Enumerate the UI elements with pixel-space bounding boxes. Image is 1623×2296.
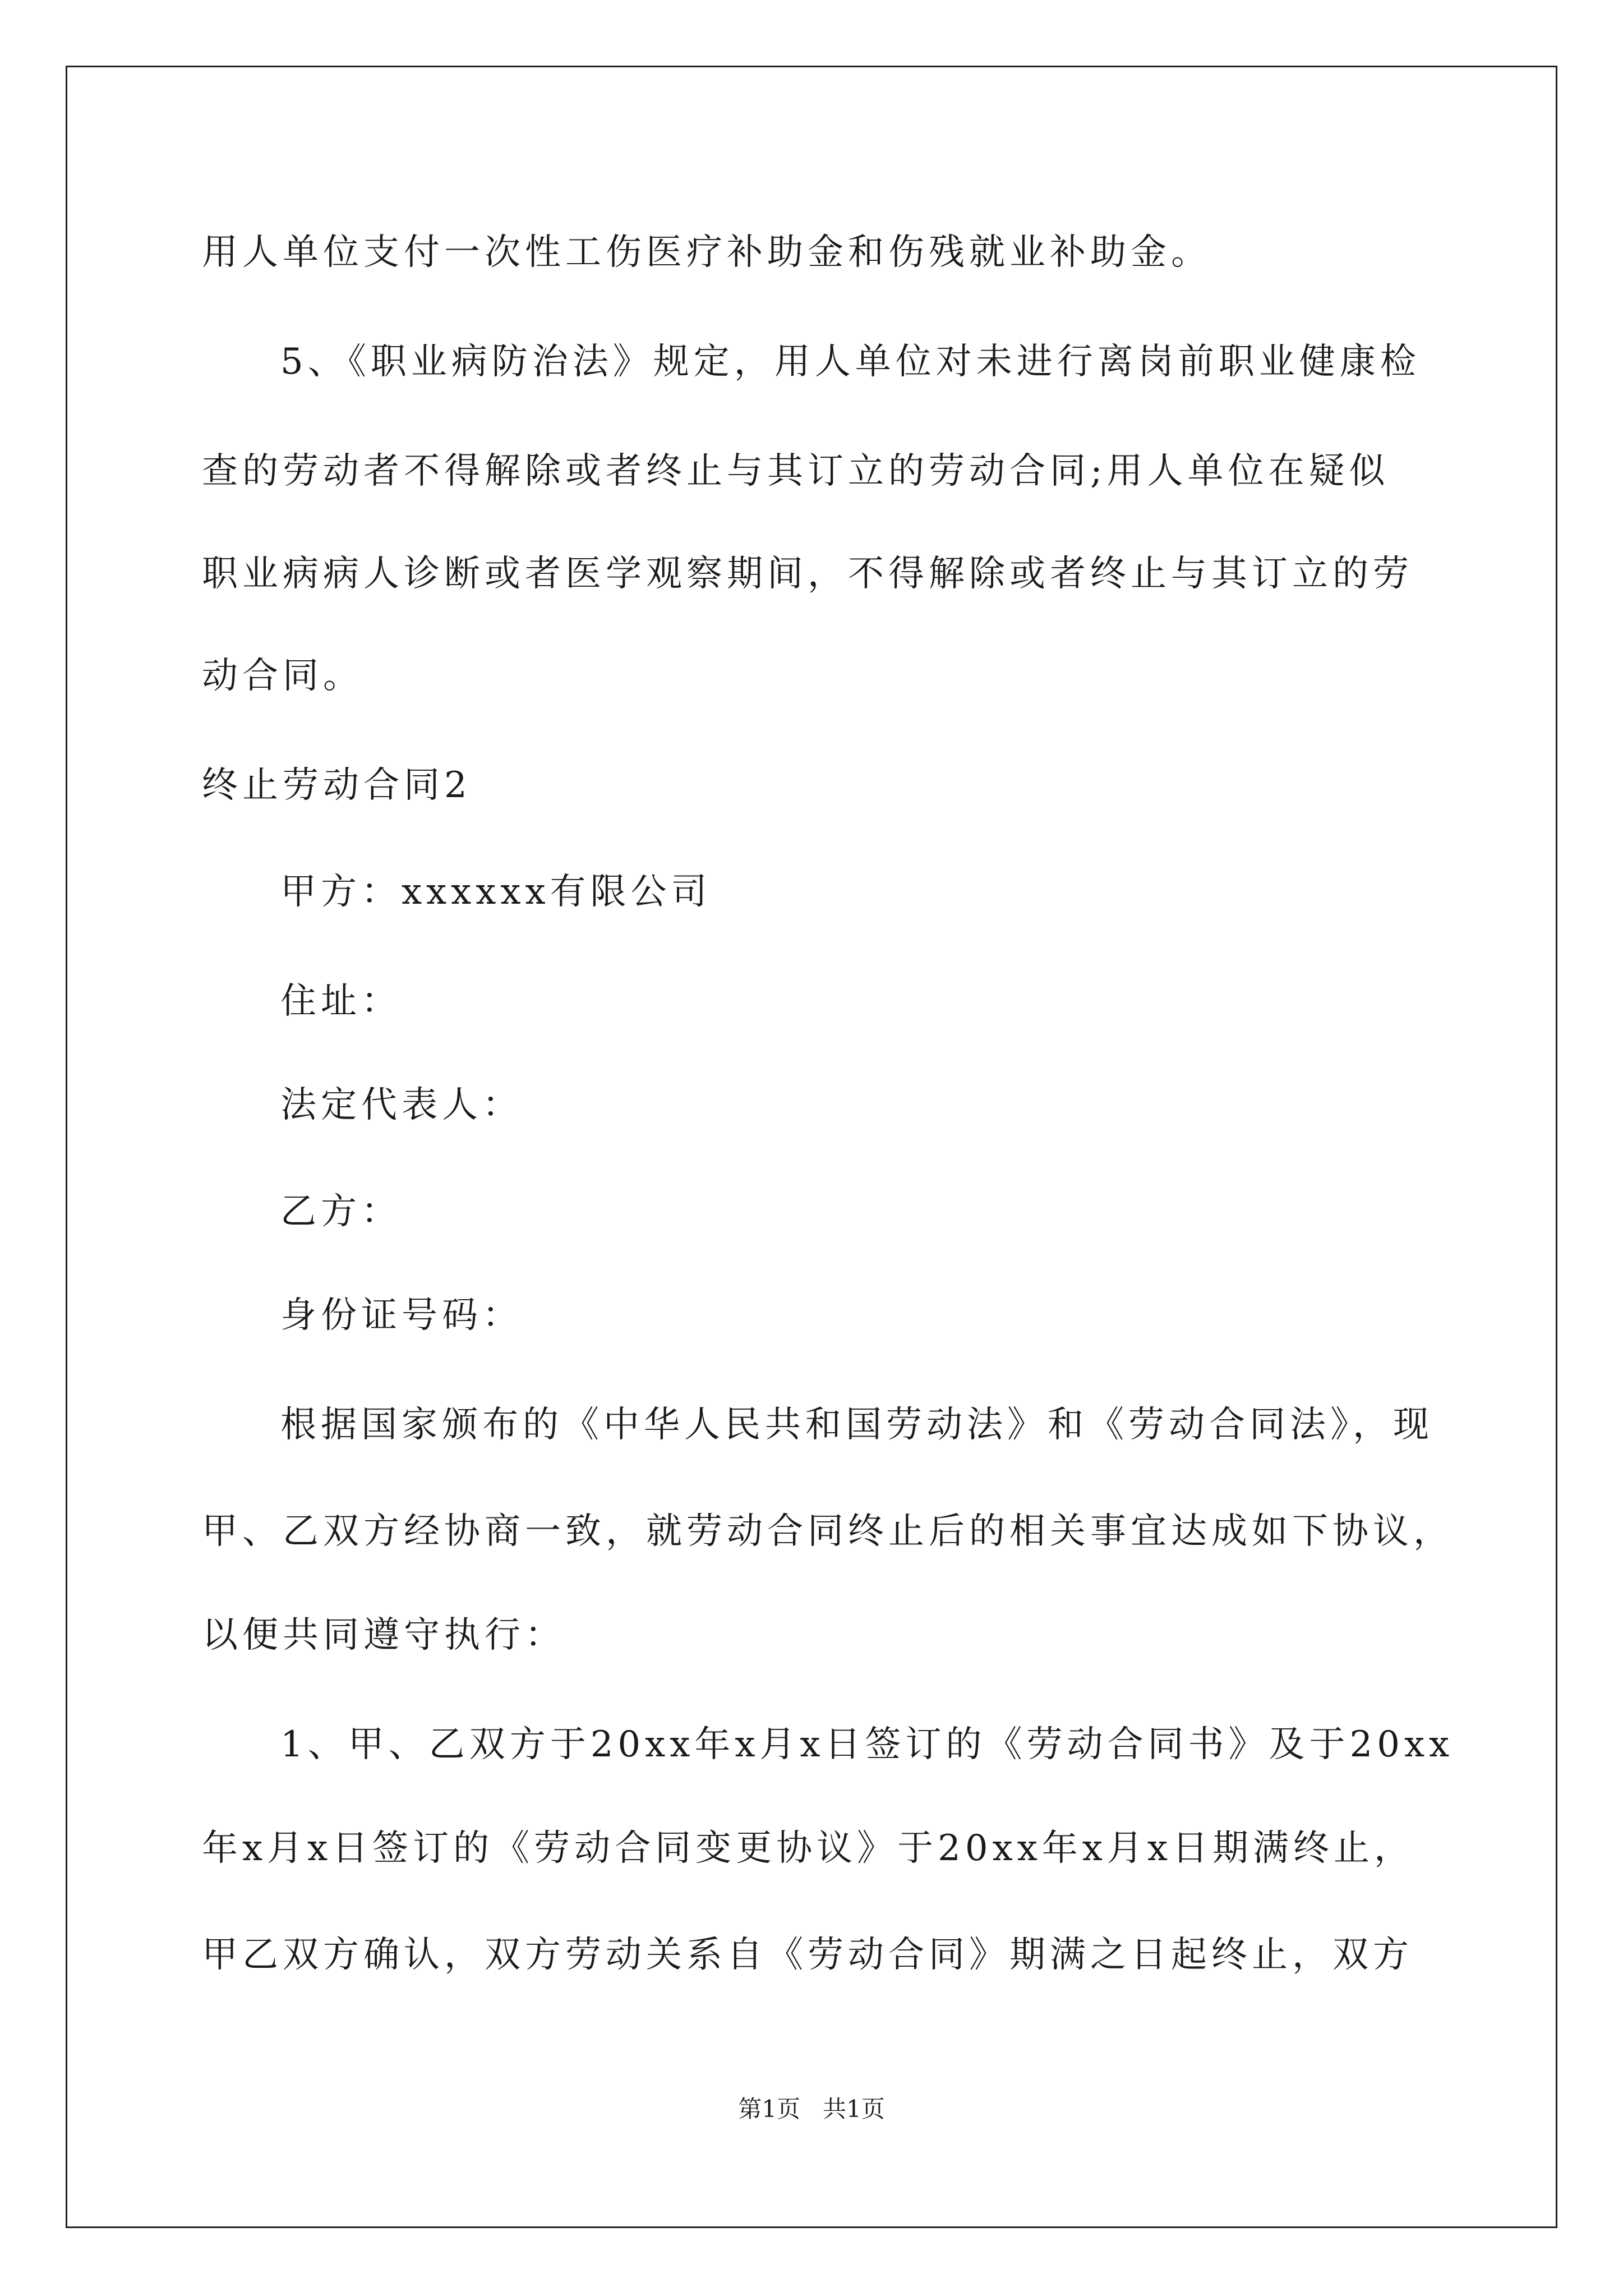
paragraph-line: 查的劳动者不得解除或者终止与其订立的劳动合同;用人单位在疑似 <box>202 450 1390 492</box>
page-footer: 第1页 共1页 <box>738 2095 885 2123</box>
paragraph-line: 以便共同遵守执行： <box>202 1614 565 1656</box>
paragraph-line: 5、《职业病防治法》规定，用人单位对未进行离岗前职业健康检 <box>280 341 1421 383</box>
paragraph-line: 根据国家颁布的《中华人民共和国劳动法》和《劳动合同法》，现 <box>280 1404 1433 1446</box>
paragraph-line: 年x月x日签订的《劳动合同变更协议》于20xx年x月x日期满终止， <box>202 1828 1414 1869</box>
paragraph-line: 职业病病人诊断或者医学观察期间，不得解除或者终止与其订立的劳 <box>202 553 1413 595</box>
party-b-line: 乙方： <box>280 1191 402 1232</box>
id-number-line: 身份证号码： <box>280 1295 523 1336</box>
paragraph-line: 甲乙双方确认，双方劳动关系自《劳动合同》期满之日起终止，双方 <box>202 1934 1413 1976</box>
page-border <box>66 66 1557 2228</box>
address-line: 住址： <box>280 981 402 1022</box>
paragraph-line: 动合同。 <box>202 655 363 697</box>
paragraph-line: 用人单位支付一次性工伤医疗补助金和伤残就业补助金。 <box>202 232 1211 273</box>
section-heading: 终止劳动合同2 <box>202 765 472 806</box>
party-a-line: 甲方：xxxxxx有限公司 <box>280 871 712 913</box>
paragraph-line: 甲、乙双方经协商一致，就劳动合同终止后的相关事宜达成如下协议， <box>202 1511 1454 1552</box>
legal-representative-line: 法定代表人： <box>280 1084 523 1126</box>
paragraph-line: 1、甲、乙双方于20xx年x月x日签订的《劳动合同书》及于20xx <box>280 1724 1454 1765</box>
